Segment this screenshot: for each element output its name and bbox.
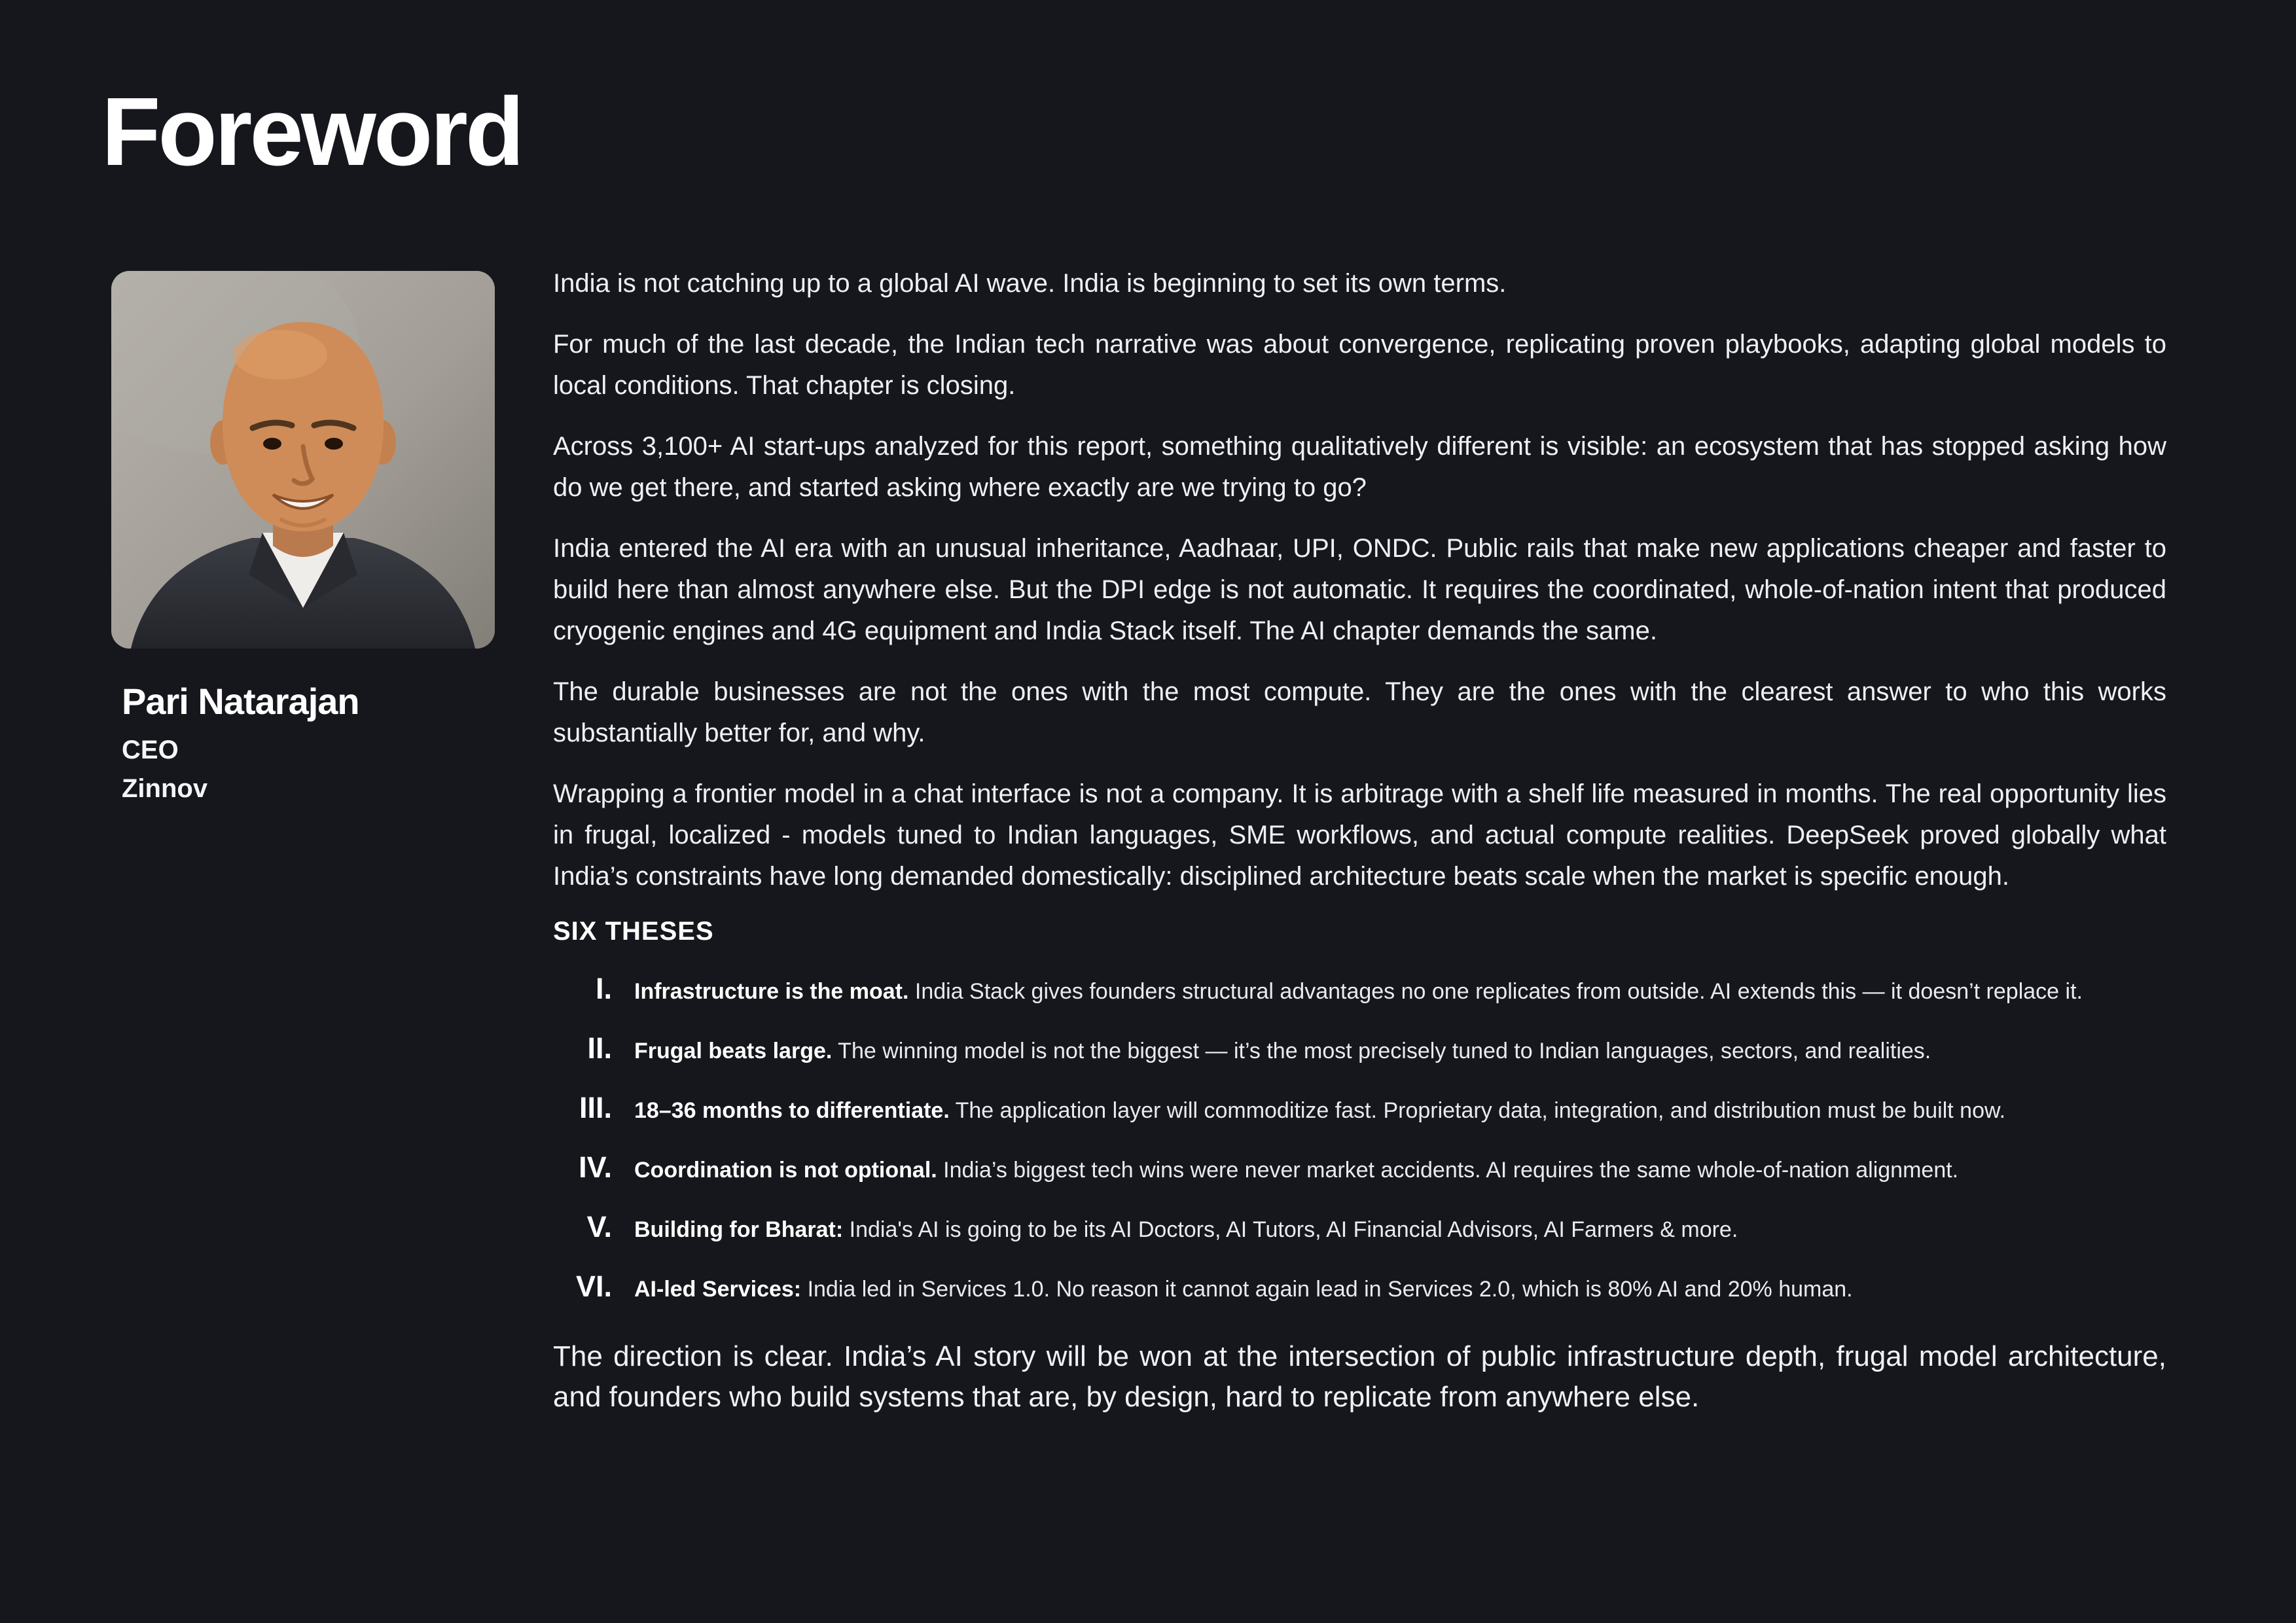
thesis-item-1 — [553, 974, 2166, 1006]
thesis-text — [634, 1156, 1958, 1185]
paragraph-3: Across 3,100+ AI start-ups analyzed for this report, something qualitatively different is visible: an ecosystem that has stopped asking how do we get there, and started asking where exactly are we trying to go? — [553, 432, 2166, 502]
thesis-lead: AI-led Services: — [634, 1277, 802, 1302]
thesis-text — [634, 1096, 2005, 1125]
portrait-illustration — [111, 271, 495, 649]
thesis-body: India's AI is going to be its AI Doctors, AI Tutors, AI Financial Advisors, AI Farmers & more. — [849, 1217, 1738, 1242]
closing-paragraph: The direction is clear. India’s AI story will be won at the intersection of public infrastructure depth, frugal model architecture, and founders who build systems that are, by design, hard to replicate from anywhere else. — [553, 1340, 2166, 1413]
thesis-body: India led in Services 1.0. No reason it cannot again lead in Services 2.0, which is 80% AI and 20% human. — [807, 1277, 1853, 1302]
theses-list — [553, 974, 2166, 1304]
paragraph-4: India entered the AI era with an unusual inheritance, Aadhaar, UPI, ONDC. Public rails that make new applications cheaper and faster to build here than almost anywhere else. But the DPI edge is not automatic. It requires the coordinated, whole-of-nation intent that produced cryogenic engines and 4G equipment and India Stack itself. The AI chapter demands the same. — [553, 534, 2166, 645]
page-title: Foreword — [101, 78, 522, 186]
author-photo — [111, 271, 495, 649]
thesis-item-6 — [553, 1272, 2166, 1304]
thesis-body: The winning model is not the biggest — it’s the most precisely tuned to Indian languages, sectors, and realities. — [838, 1039, 1931, 1063]
thesis-numeral: I. — [595, 972, 612, 1005]
thesis-numeral: VI. — [575, 1270, 612, 1303]
thesis-lead: Frugal beats large. — [634, 1039, 833, 1063]
paragraph-1: India is not catching up to a global AI wave. India is beginning to set its own terms. — [553, 269, 1507, 298]
theses-heading: SIX THESES — [553, 917, 714, 946]
thesis-text — [634, 1275, 1853, 1304]
thesis-text — [634, 977, 2083, 1006]
thesis-body: India’s biggest tech wins were never market accidents. AI requires the same whole-of-nation alignment. — [943, 1158, 1959, 1183]
thesis-text — [634, 1037, 1931, 1065]
thesis-lead: Building for Bharat: — [634, 1217, 844, 1242]
paragraph-2: For much of the last decade, the Indian tech narrative was about convergence, replicating proven playbooks, adapting global models to local conditions. That chapter is closing. — [553, 330, 2166, 400]
foreword-body — [553, 263, 2166, 1418]
thesis-body: India Stack gives founders structural advantages no one replicates from outside. AI extends this — it doesn’t replace it. — [914, 979, 2083, 1004]
thesis-numeral: IV. — [579, 1150, 612, 1184]
thesis-lead: Coordination is not optional. — [634, 1158, 937, 1183]
paragraph-6: Wrapping a frontier model in a chat interface is not a company. It is arbitrage with a shelf life measured in months. The real opportunity lies in frugal, localized - models tuned to Indian languages, SME workflows, and actual compute realities. DeepSeek proved globally what India’s constraints have long demanded domestically: disciplined architecture beats scale when the market is specific enough. — [553, 779, 2166, 891]
thesis-item-5 — [553, 1210, 2166, 1244]
thesis-numeral: III. — [579, 1091, 612, 1124]
thesis-text — [634, 1215, 1738, 1244]
thesis-item-2 — [553, 1031, 2166, 1065]
author-card — [111, 271, 495, 804]
author-name: Pari Natarajan — [122, 681, 359, 722]
thesis-lead: 18–36 months to differentiate. — [634, 1098, 950, 1123]
thesis-body: The application layer will commoditize fast. Proprietary data, integration, and distribution must be built now. — [955, 1098, 2006, 1123]
author-role: CEO — [122, 736, 179, 764]
author-company: Zinnov — [122, 774, 208, 803]
thesis-numeral: II. — [587, 1031, 612, 1065]
thesis-item-3 — [553, 1091, 2166, 1125]
paragraph-5: The durable businesses are not the ones with the most compute. They are the ones with the clearest answer to who this works substantially better for, and why. — [553, 677, 2166, 747]
thesis-item-4 — [553, 1150, 2166, 1185]
thesis-lead: Infrastructure is the moat. — [634, 979, 909, 1004]
thesis-numeral: V. — [586, 1210, 612, 1243]
